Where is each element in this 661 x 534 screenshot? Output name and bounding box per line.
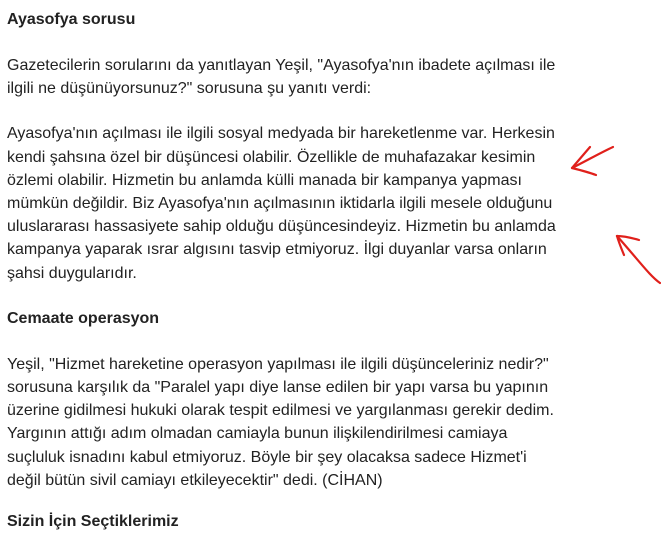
paragraph-line: mümkün değildir. Biz Ayasofya'nın açılmasının iktidarla ilgili mesele olduğunu (7, 195, 553, 213)
paragraph-line: kampanya yaparak ısrar algısını tasvip etmiyoruz. İlgi duyanlar varsa onların (7, 241, 547, 259)
paragraph-line: Gazetecilerin sorularını da yanıtlayan Yeşil, "Ayasofya'nın ibadete açılması ile (7, 57, 556, 74)
paragraph-line: özlemi olabilir. Hizmetin bu anlamda külli manada bir kampanya yapması (7, 171, 522, 189)
section-heading-selected: Sizin İçin Seçtiklerimiz (7, 513, 179, 530)
paragraph-line: şahsi duygularıdır. (7, 264, 137, 282)
answer-paragraph (7, 122, 597, 284)
paragraph-line: uluslararası hassasiyete sahip olduğu düşüncesindeyiz. Hizmetin bu anlamda (7, 218, 556, 236)
paragraph-line: Ayasofya'nın açılması ile ilgili sosyal medyada bir hareketlenme var. Herkesin (7, 125, 555, 143)
article-body (7, 8, 597, 492)
red-arrow-lower (617, 236, 660, 283)
paragraph-line: Yeşil, "Hizmet hareketine operasyon yapılması ile ilgili düşünceleriniz nedir?" (7, 355, 549, 373)
paragraph-line: Yargının attığı adım olmadan camiayla bunun ilişkilendirilmesi camiaya (7, 425, 508, 443)
paragraph-line: kendi şahsına özel bir düşüncesi olabilir. Özellikle de muhafazakar kesimin (7, 148, 536, 166)
paragraph-line: ilgili ne düşünüyorsunuz?" sorusuna şu yanıtı verdi: (7, 80, 372, 98)
intro-paragraph (7, 54, 597, 100)
paragraph-line: sorusuna karşılık da "Paralel yapı diye lanse edilen bir yapı varsa bu yapının (7, 379, 549, 397)
paragraph-line: değil bütün sivil camiayı etkileyecektir" dedi. (CİHAN) (7, 471, 383, 489)
section-heading-ayasofya: Ayasofya sorusu (7, 11, 136, 28)
paragraph-line: suçluluk isnadını kabul etmiyoruz. Böyle bir şey olacaksa sadece Hizmet'i (7, 448, 527, 466)
paragraph-line: üzerine gidilmesi hukuki olarak tespit edilmesi ve yargılanması gerekir dedim. (7, 402, 554, 420)
operation-paragraph (7, 353, 597, 492)
section-heading-cemaat: Cemaate operasyon (7, 309, 160, 327)
